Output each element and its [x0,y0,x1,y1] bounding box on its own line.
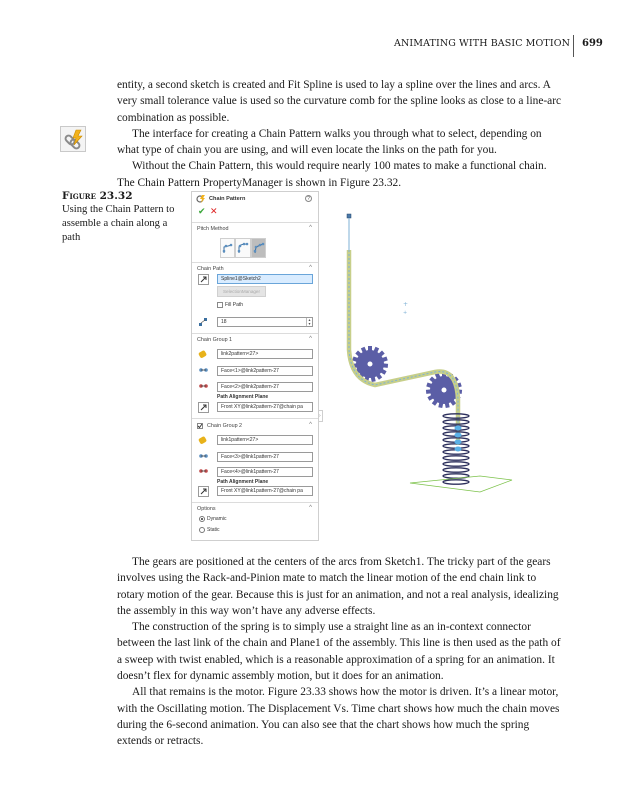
face-icon [198,381,209,392]
component-icon [198,348,209,359]
chevron-up-icon[interactable]: ^ [309,422,312,428]
chevron-up-icon[interactable]: ^ [309,505,312,511]
instances-value: 18 [221,319,227,325]
pm-title: Chain Pattern [209,196,246,202]
help-icon[interactable]: ? [305,195,312,202]
group2-face2-input[interactable]: Face<4>@link1pattern-27 [217,467,313,477]
section-title-chain-group-1[interactable]: Chain Group 1 [197,337,233,343]
divider [192,222,318,223]
figure-label: Figure 23.32 [62,190,133,202]
figure-caption-text: Using the Chain Pattern to assemble a chain along a path [62,204,175,243]
divider [192,333,318,334]
group2-face1-input[interactable]: Face<3>@link1pattern-27 [217,452,313,462]
paragraph: All that remains is the motor. Figure 23.33 shows how the motor is driven. It’s a linear motor, with the Oscillating motion. The Displacement Vs. Time chart shows how much the chain moves during the 6-second animation. You can also see that the chart shows how much the spring extends or retracts. [117,686,560,748]
paragraph: The gears are positioned at the centers of the arcs from Sketch1. The tricky part of the gears involves using the Rack-and-Pinion mate to match the linear motion of the end chain link to rotary motion of the gear. Because this is just for an animation, and not a real analysis, idealizing the assembly in this way won’t have any adverse effects. [117,556,559,617]
svg-text:+: + [403,301,409,308]
plane-arrow-icon [198,486,209,497]
path-arrow-icon [198,274,209,285]
figure-caption [62,189,187,245]
chain-pattern-property-manager [191,191,319,541]
spin-button[interactable]: ▴ ▾ [306,318,312,326]
paragraph: Without the Chain Pattern, this would require nearly 100 mates to make a functional chain. The Chain Pattern PropertyManager is shown in Figure 23.32. [117,160,547,189]
svg-text:+: + [403,310,408,316]
ok-button[interactable]: ✔ [198,207,206,217]
divider [192,262,318,263]
cancel-button[interactable]: ✕ [210,207,218,217]
divider [192,418,318,419]
fill-path-checkbox[interactable] [217,302,223,308]
running-head [0,35,636,55]
chain-path-input[interactable]: Spline1@Sketch2 [217,274,313,284]
paragraph: The interface for creating a Chain Pattern walks you through what to select, depending on what type of chain you are using, and will even locate the links on the path for you. [117,127,542,157]
running-title: ANIMATING WITH BASIC MOTION [394,38,570,49]
chain-assembly-graphic [330,200,520,500]
fill-path-label: Fill Path [225,302,244,308]
paragraph: The construction of the spring is to simply use a straight line as an in-context connector between the last link of the chain and Plane1 of the assembly. This line is then used as the path of a sweep with twist enabled, which is a reasonable approximation of a spring for an animation. It doesn’t flex for dynamic assembly motion, but it does for an animation. [117,621,561,683]
chain-group-2-checkbox[interactable] [197,423,203,429]
pitch-method-option-1[interactable] [220,238,235,258]
group2-alignment-plane-input[interactable]: Front XY@link1pattern-27@chain pa [217,486,313,496]
paragraph: entity, a second sketch is created and Fit Spline is used to lay a spline over the lines and arcs. A very small tolerance value is used so the curvature comb for the spline looks as close to a line-arc combination as possible. [117,79,562,124]
section-title-chain-group-2[interactable]: Chain Group 2 [207,423,243,429]
pitch-method-option-3[interactable] [251,238,266,258]
pitch-method-toggle-group [220,238,266,258]
face-icon [198,365,209,376]
divider [192,502,318,503]
plane-arrow-icon [198,402,209,413]
panel-splitter[interactable]: › [319,410,323,422]
section-title-chain-path[interactable]: Chain Path [197,266,224,272]
group1-face2-input[interactable]: Face<2>@link2pattern-27 [217,382,313,392]
section-title-pitch-method[interactable]: Pitch Method [197,226,229,232]
path-alignment-plane-label: Path Alignment Plane [217,479,269,485]
face-icon [198,451,209,462]
component-icon [198,434,209,445]
dynamic-label: Dynamic [207,516,227,522]
chain-pattern-icon [196,194,207,204]
static-radio[interactable] [199,527,205,533]
header-divider [573,35,574,57]
body-text-bottom [117,554,565,750]
group2-component-input[interactable]: link1pattern<27> [217,435,313,445]
static-label: Static [207,527,220,533]
pitch-method-option-2[interactable] [235,238,250,258]
path-alignment-plane-label: Path Alignment Plane [217,394,269,400]
group1-face1-input[interactable]: Face<1>@link2pattern-27 [217,366,313,376]
chain-pattern-icon [60,126,86,152]
pm-header [192,192,318,206]
section-title-options[interactable]: Options [197,506,216,512]
body-text-top [117,77,565,191]
dynamic-radio[interactable] [199,516,205,522]
selection-manager-button[interactable]: SelectionManager [217,286,266,297]
face-icon [198,466,209,477]
instances-icon [198,316,209,327]
group1-alignment-plane-input[interactable]: Front XY@link2pattern-27@chain pa [217,402,313,412]
instances-stepper[interactable] [217,317,313,327]
chevron-up-icon[interactable]: ^ [309,225,312,231]
page-number: 699 [582,38,603,49]
chevron-up-icon[interactable]: ^ [309,336,312,342]
group1-component-input[interactable]: link2pattern<27> [217,349,313,359]
chevron-up-icon[interactable]: ^ [309,265,312,271]
